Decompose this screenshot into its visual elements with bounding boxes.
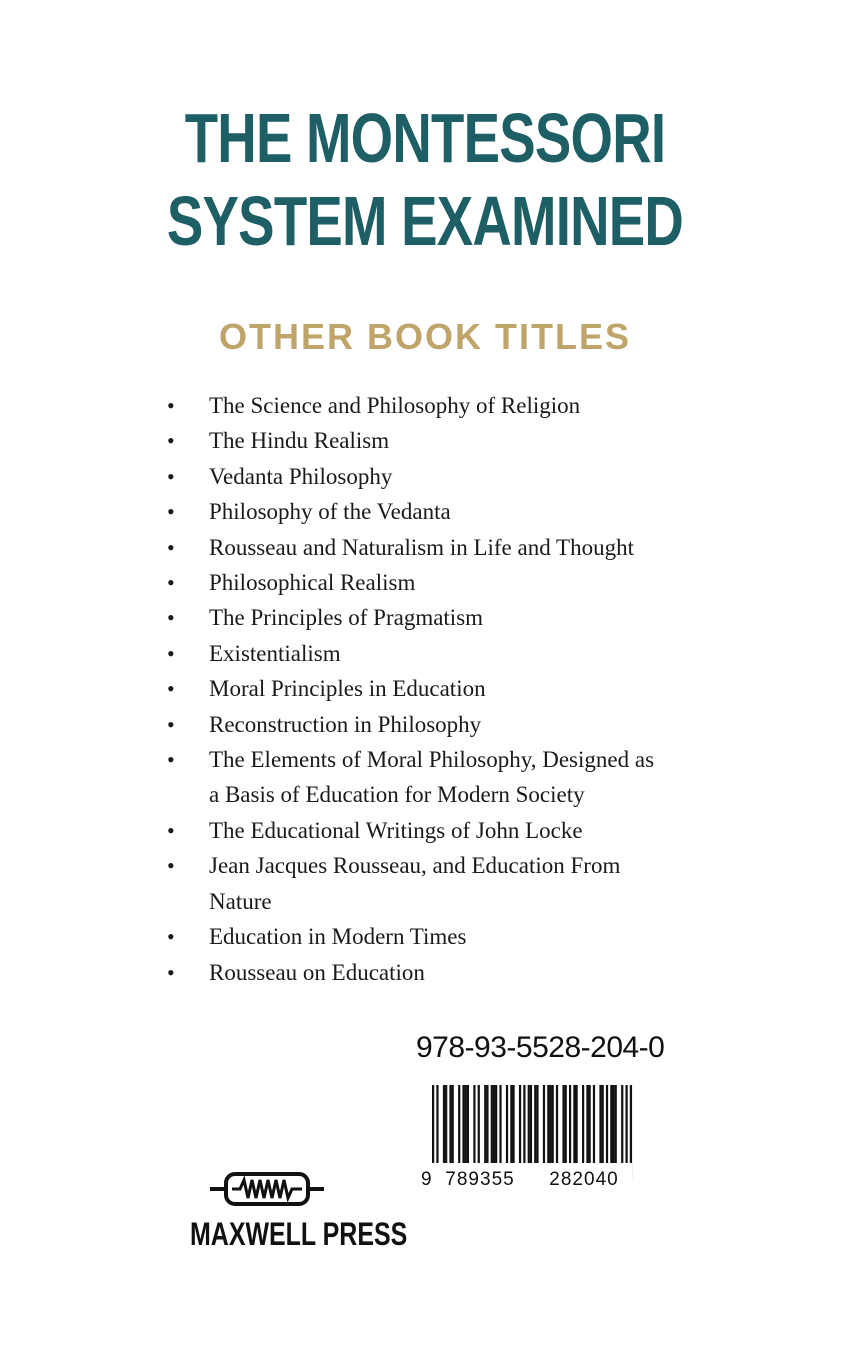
book-title-text: The Science and Philosophy of Religion xyxy=(209,393,581,418)
barcode-bar xyxy=(549,1085,551,1163)
book-title-text: a Basis of Education for Modern Society xyxy=(209,782,585,808)
book-title-text: Reconstruction in Philosophy xyxy=(209,711,482,737)
barcode-bar xyxy=(547,1085,549,1163)
barcode-bar xyxy=(478,1085,480,1163)
book-list-item xyxy=(167,813,687,848)
isbn-barcode xyxy=(418,1085,642,1189)
bullet-icon: • xyxy=(167,959,175,985)
bullet-icon: • xyxy=(167,393,175,418)
barcode-digits-right: 282040 xyxy=(549,1169,619,1189)
barcode-bar xyxy=(569,1085,571,1163)
barcode-bar xyxy=(512,1085,514,1163)
barcode-bar xyxy=(562,1085,564,1163)
barcode-bar xyxy=(552,1085,554,1163)
barcode-bar xyxy=(573,1085,575,1163)
barcode-bar xyxy=(615,1085,617,1163)
isbn-number: 978-93-5528-204-0 xyxy=(416,1031,665,1064)
book-list-item xyxy=(167,565,687,600)
book-title-line-2: SYSTEM EXAMINED xyxy=(166,182,684,260)
bullet-icon: • xyxy=(167,463,175,489)
barcode-bar xyxy=(602,1085,604,1163)
barcode-bar xyxy=(610,1085,612,1163)
book-title-text: The Principles of Pragmatism xyxy=(209,605,484,631)
bullet-icon: • xyxy=(167,817,175,843)
other-titles-list xyxy=(167,388,687,990)
barcode-bar xyxy=(606,1085,608,1163)
book-title-text: Existentialism xyxy=(209,640,341,666)
other-titles-heading: OTHER BOOK TITLES xyxy=(219,316,631,357)
book-list-item xyxy=(167,955,687,990)
book-list-item xyxy=(167,388,687,423)
publisher-name: MAXWELL PRESS xyxy=(190,1216,408,1252)
book-list-item xyxy=(167,636,687,671)
book-title-text: Nature xyxy=(209,888,272,914)
barcode-bar xyxy=(586,1085,588,1163)
barcode-bar xyxy=(449,1085,451,1163)
bullet-icon: • xyxy=(167,676,175,702)
book-title-text: The Hindu Realism xyxy=(209,428,390,454)
barcode-bar xyxy=(575,1085,577,1163)
barcode-bar xyxy=(486,1085,488,1163)
barcode-bar xyxy=(530,1085,532,1163)
barcode-bar xyxy=(612,1085,614,1163)
book-title-text: Jean Jacques Rousseau, and Education From xyxy=(209,853,621,879)
barcode-bar xyxy=(499,1085,501,1163)
barcode-bar xyxy=(491,1085,493,1163)
book-title-text: Philosophy of the Vedanta xyxy=(209,499,451,525)
book-list-item xyxy=(167,600,687,635)
barcode-bar xyxy=(458,1085,460,1163)
barcode-bar xyxy=(519,1085,521,1163)
book-list-item xyxy=(167,848,687,919)
barcode-bar xyxy=(467,1085,469,1163)
barcode-bar xyxy=(443,1085,445,1163)
maxwell-press-logo-icon xyxy=(210,1168,324,1210)
barcode-bar xyxy=(510,1085,512,1163)
bullet-icon: • xyxy=(167,534,175,560)
book-title-text: Vedanta Philosophy xyxy=(209,463,393,489)
bullet-icon: • xyxy=(167,711,175,737)
bullet-icon: • xyxy=(167,747,175,773)
barcode-bar xyxy=(452,1085,454,1163)
book-list-item xyxy=(167,919,687,954)
barcode-bar xyxy=(589,1085,591,1163)
bullet-icon: • xyxy=(167,499,175,525)
bullet-icon: • xyxy=(167,640,175,666)
book-title-text: The Elements of Moral Philosophy, Designed as xyxy=(209,747,655,773)
barcode-bar xyxy=(465,1085,467,1163)
bullet-icon: • xyxy=(167,605,175,631)
barcode-bar xyxy=(543,1085,545,1163)
barcode-bar xyxy=(556,1085,558,1163)
book-list-item xyxy=(167,423,687,458)
barcode-bar xyxy=(523,1085,525,1163)
book-title-text: Rousseau and Naturalism in Life and Thought xyxy=(209,534,634,560)
bullet-icon: • xyxy=(167,853,175,879)
barcode-bar xyxy=(506,1085,508,1163)
barcode-bar xyxy=(495,1085,497,1163)
book-list-item xyxy=(167,707,687,742)
book-list-item xyxy=(167,742,687,813)
bullet-icon: • xyxy=(167,924,175,950)
barcode-bar xyxy=(484,1085,486,1163)
barcode-bar xyxy=(473,1085,475,1163)
book-list-item xyxy=(167,494,687,529)
book-title-line-1: THE MONTESSORI xyxy=(184,99,666,177)
book-title-text: Philosophical Realism xyxy=(209,570,416,596)
barcode-bar xyxy=(528,1085,530,1163)
book-title-text: The Educational Writings of John Locke xyxy=(209,817,583,843)
barcode-bar xyxy=(621,1085,623,1163)
book-title-text: Education in Modern Times xyxy=(209,924,467,950)
book-title-text: Moral Principles in Education xyxy=(209,676,486,702)
barcode-lead-digit: 9 xyxy=(421,1169,432,1189)
book-list-item xyxy=(167,459,687,494)
barcode-bar xyxy=(445,1085,447,1163)
bullet-icon: • xyxy=(167,428,175,454)
book-title-text: Rousseau on Education xyxy=(209,959,425,985)
barcode-digits-left: 789355 xyxy=(445,1169,515,1189)
barcode-bar xyxy=(582,1085,584,1163)
barcode-bar xyxy=(534,1085,536,1163)
barcode-bar xyxy=(462,1085,464,1163)
book-list-item xyxy=(167,671,687,706)
barcode-bar xyxy=(565,1085,567,1163)
barcode-bar xyxy=(593,1085,595,1163)
barcode-bar xyxy=(599,1085,601,1163)
barcode-bar xyxy=(493,1085,495,1163)
book-list-item xyxy=(167,530,687,565)
bullet-icon: • xyxy=(167,570,175,596)
